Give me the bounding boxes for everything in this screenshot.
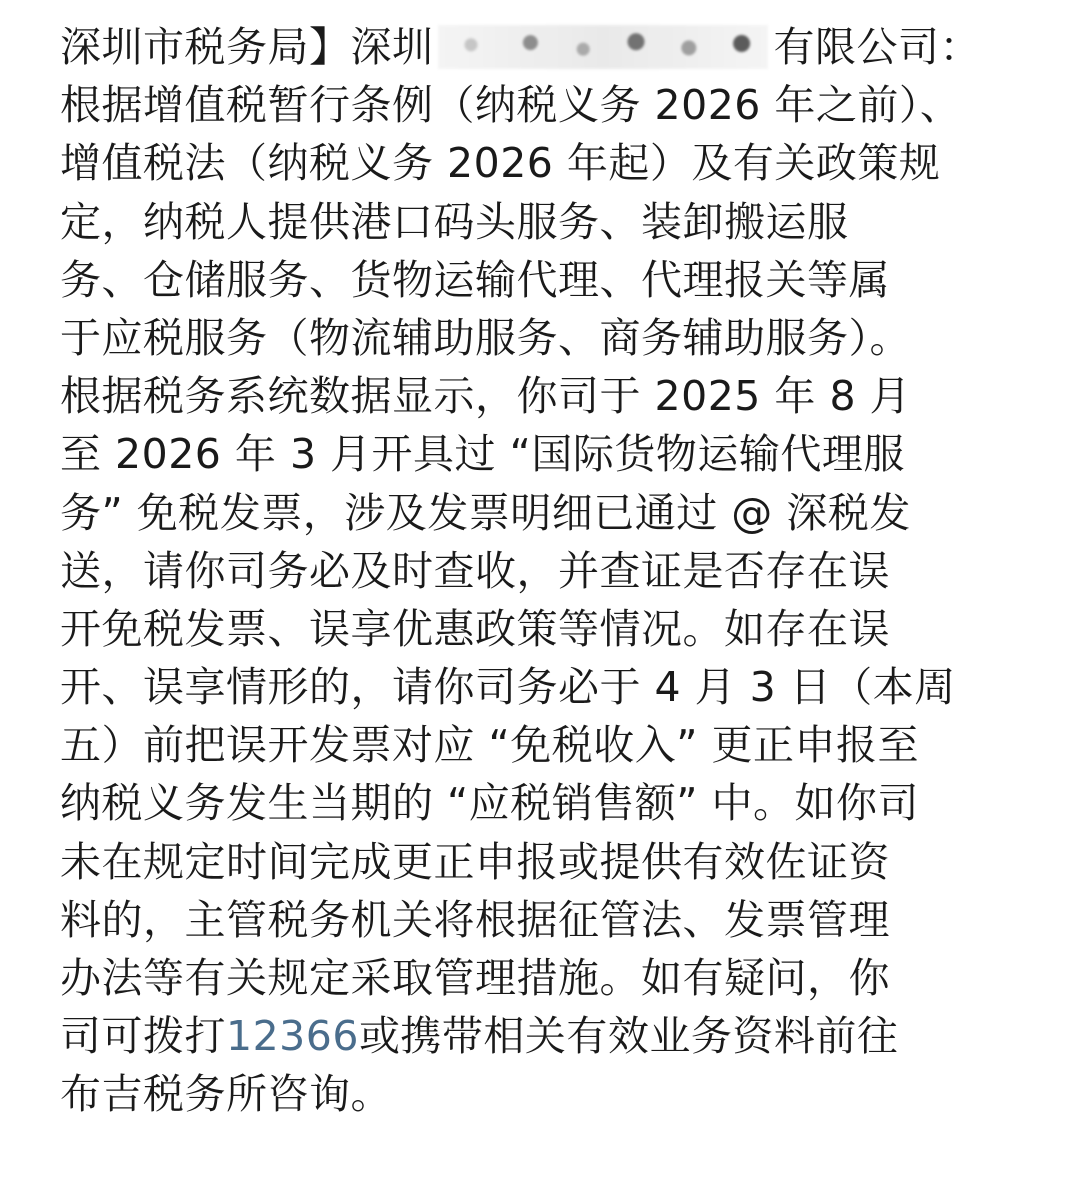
message-line: 料的，主管税务机关将根据征管法、发票管理 [60,895,890,944]
message-line: 未在规定时间完成更正申报或提供有效佐证资 [60,837,890,886]
message-line: 开免税发票、误享优惠政策等情况。如存在误 [60,604,890,653]
message-line: 至 2026 年 3 月开具过 “国际货物运输代理服 [60,430,905,479]
message-line: 增值税法（纳税义务 2026 年起）及有关政策规 [60,139,941,188]
message-line: 纳税义务发生当期的 “应税销售额” 中。如你司 [60,779,920,828]
message-line: 定，纳税人提供港口码头服务、装卸搬运服 [60,197,849,246]
message-sender-text: 深圳市税务局】深圳 [60,23,434,71]
message-line: 于应税服务（物流辅助服务、商务辅助服务）。 [60,313,911,362]
message-line: 根据税务系统数据显示，你司于 2025 年 8 月 [60,372,912,421]
message-line [60,18,1050,76]
message-line: 送，请你司务必及时查收，并查证是否存在误 [60,546,890,595]
message-line-text: 或携带相关有效业务资料前往 [358,1012,899,1061]
message-line: 办法等有关规定采取管理措施。如有疑问，你 [60,954,890,1002]
message-line: 五）前把误开发票对应 “免税收入” 更正申报至 [60,721,920,770]
message-line [60,1007,1050,1065]
message-line-text: 有限公司： [773,23,981,71]
sms-message-body [60,18,1050,1124]
message-line-text: 司可拨打 [60,1012,226,1061]
message-line: 开、误享情形的，请你司务必于 4 月 3 日（本周 [60,663,956,712]
message-line: 根据增值税暂行条例（纳税义务 2026 年之前）、 [60,81,962,130]
message-line: 务” 免税发票，涉及发票明细已通过 @ 深税发 [60,488,911,537]
redacted-company-name [438,25,768,69]
phone-number-link[interactable]: 12366 [226,1012,359,1061]
message-line: 务、仓储服务、货物运输代理、代理报关等属 [60,255,890,304]
message-line: 布吉税务所咨询。 [60,1070,392,1119]
